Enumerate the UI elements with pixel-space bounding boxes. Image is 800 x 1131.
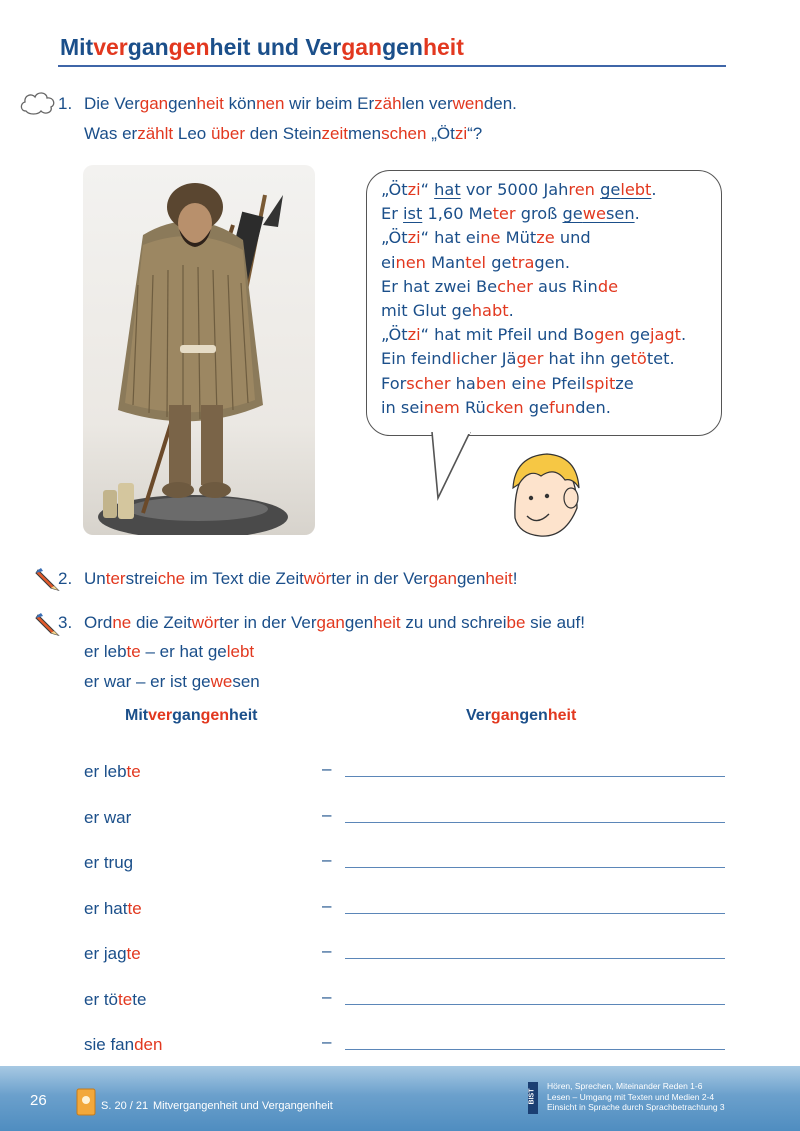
text-segment: gan [341, 34, 383, 60]
text-segment: Pfeil [546, 373, 586, 393]
bubble-line [381, 301, 686, 325]
text-segment: gan [490, 707, 520, 724]
task2-number: 2. [58, 569, 73, 588]
text-segment: te [126, 944, 141, 963]
text-segment: er trug [84, 853, 134, 872]
text-segment: wir beim Er [284, 94, 375, 113]
text-segment: gan [428, 569, 457, 588]
pencil-icon [34, 566, 60, 597]
text-segment: wör [303, 569, 332, 588]
text-segment: lebt [620, 180, 652, 199]
text-segment: heit [422, 34, 464, 60]
text-segment: ne [112, 613, 132, 632]
task2-line [84, 569, 518, 589]
text-segment: zu und schrei [400, 613, 507, 632]
bubble-text [381, 180, 686, 422]
verb-mitvergangenheit [84, 853, 133, 873]
text-segment: zi [407, 180, 421, 199]
text-segment: len ver [401, 94, 453, 113]
book-icon [76, 1088, 96, 1121]
text-segment: cher [497, 276, 533, 296]
text-segment: we [210, 672, 233, 691]
text-segment: sie fan [84, 1035, 135, 1054]
dash: – [322, 804, 332, 824]
text-segment: lebt [226, 642, 255, 661]
text-segment: “ hat mit Pfeil und Bo [420, 325, 595, 345]
column-header-vergangenheit [466, 707, 576, 725]
dash: – [322, 986, 332, 1006]
bubble-line [381, 325, 686, 349]
text-segment: groß [515, 204, 563, 224]
text-segment: te [126, 642, 141, 661]
text-segment: im Text die Zeit [185, 569, 304, 588]
standards-list [547, 1081, 725, 1113]
text-segment: de [597, 276, 619, 296]
text-segment: wör [191, 613, 220, 632]
text-segment: Ein feind [381, 349, 452, 369]
text-segment: men [348, 124, 382, 143]
text-segment: mit Glut ge [381, 300, 472, 320]
text-segment: ter [492, 204, 516, 224]
text-segment: sen [232, 672, 260, 691]
text-segment: den. [483, 94, 517, 113]
text-segment: we [582, 204, 606, 224]
text-segment: ter [105, 569, 126, 588]
page-title [60, 34, 464, 61]
text-segment: scher [406, 373, 451, 393]
text-segment: er war – er ist ge [84, 672, 211, 691]
text-segment: ter in der Ver [219, 613, 317, 632]
text-segment: ben [475, 373, 507, 393]
text-segment: ter in der Ver [331, 569, 429, 588]
standard-item: Lesen – Umgang mit Texten und Medien 2-4 [547, 1091, 715, 1102]
text-segment: Man [425, 252, 466, 272]
text-segment: gen [344, 613, 374, 632]
text-segment: gan [172, 707, 201, 724]
text-segment: „Öt [381, 180, 408, 199]
text-segment: er tö [84, 989, 119, 1009]
verb-mitvergangenheit [84, 1035, 162, 1055]
text-segment: ze [536, 228, 555, 248]
text-segment: te [118, 989, 133, 1009]
task1-line1 [84, 94, 517, 114]
leo-boy-illustration [505, 448, 585, 545]
standard-item: Einsicht in Sprache durch Sprachbetrachtung 3 [547, 1102, 725, 1112]
dash: – [322, 895, 332, 915]
text-segment: gan [316, 613, 345, 632]
text-segment: ne [480, 228, 501, 248]
text-segment: gen [200, 707, 230, 724]
text-segment: . [508, 300, 514, 320]
text-segment: fun [549, 397, 576, 417]
title-underline [58, 65, 726, 67]
text-segment: gan [139, 94, 169, 113]
text-segment: . [681, 325, 687, 345]
text-segment: hat [434, 180, 461, 199]
text-segment: . [634, 204, 640, 224]
text-segment: wen [452, 94, 484, 113]
verb-mitvergangenheit [84, 899, 142, 919]
text-segment: nen [395, 252, 426, 272]
text-segment: er jag [84, 944, 127, 963]
text-segment: Un [84, 569, 106, 588]
text-segment: ge [624, 325, 650, 345]
text-segment: gan [127, 34, 169, 60]
text-segment: Ord [84, 613, 113, 632]
text-segment: „Öt [426, 124, 455, 143]
text-segment: heit und Ver [209, 34, 342, 60]
text-segment: „Öt [381, 228, 408, 248]
text-segment: ha [450, 373, 476, 393]
text-segment: ger [516, 349, 544, 369]
text-segment: – er hat ge [140, 642, 227, 661]
bubble-line [381, 204, 686, 228]
text-segment: über [210, 124, 245, 143]
text-segment: vor 5000 Jah [460, 180, 569, 199]
text-segment: Rü [459, 397, 486, 417]
standard-item: Hören, Sprechen, Miteinander Reden 1-6 [547, 1081, 703, 1091]
text-segment: ! [512, 569, 518, 588]
text-segment: Was er [84, 124, 138, 143]
text-segment: Ver [466, 707, 491, 724]
answer-line[interactable] [345, 913, 725, 914]
task1-line2 [84, 124, 482, 144]
text-segment: Er hat zwei Be [381, 276, 498, 296]
verb-mitvergangenheit [84, 944, 141, 964]
text-segment: “ hat ei [420, 228, 481, 248]
verb-mitvergangenheit [84, 762, 141, 782]
text-segment: den Stein [244, 124, 322, 143]
text-segment: gen [519, 707, 548, 724]
text-segment: heit [547, 707, 577, 724]
text-segment: ge [486, 252, 512, 272]
text-segment: gen [168, 94, 197, 113]
text-segment: gen [456, 569, 486, 588]
bubble-line [381, 228, 686, 252]
text-segment: er war [84, 807, 132, 827]
task1-number: 1. [58, 94, 73, 113]
text-segment: er leb [84, 642, 127, 661]
text-segment: ist [403, 204, 423, 224]
text-segment: “? [467, 124, 483, 143]
text-segment: tra [511, 252, 535, 272]
text-segment: kön [223, 94, 257, 113]
task3-example2 [84, 672, 260, 692]
page-reference: S. 20 / 21 [101, 1100, 149, 1112]
dash: – [322, 1032, 332, 1051]
text-segment: die Zeit [131, 613, 192, 632]
bist-label: BIST [528, 1088, 536, 1105]
text-segment: “ [420, 180, 435, 199]
text-segment: strei [125, 569, 158, 588]
text-segment: ei [381, 252, 396, 272]
text-segment: 1,60 Me [422, 204, 493, 224]
bubble-line [381, 374, 686, 398]
answer-line[interactable] [345, 867, 725, 868]
text-segment: gen. [534, 252, 571, 272]
verb-mitvergangenheit [84, 990, 146, 1010]
text-segment: spit [585, 373, 616, 393]
text-segment: tet. [646, 349, 675, 369]
text-segment: tö [630, 349, 647, 369]
text-segment: gen [382, 34, 423, 60]
bubble-line [381, 277, 686, 301]
text-segment: gen [594, 325, 625, 345]
speech-cloud-icon [18, 89, 58, 122]
text-segment: er hat [84, 898, 128, 918]
text-segment: ze [615, 373, 634, 393]
text-segment: sie auf! [525, 613, 585, 632]
text-segment: heit [196, 94, 224, 113]
speech-bubble-tail [430, 432, 480, 502]
text-segment: ver [93, 34, 128, 60]
text-segment: heit [229, 707, 258, 724]
text-segment: heit [485, 569, 513, 588]
text-segment: ren [568, 180, 595, 199]
text-segment: zi [407, 325, 421, 345]
footer-topic: Mitvergangenheit und Vergangenheit [153, 1100, 333, 1112]
dash: – [322, 759, 332, 778]
text-segment: jagt [649, 325, 682, 345]
dash: – [322, 941, 332, 960]
text-segment: in sei [381, 397, 424, 417]
oetzi-photo [83, 165, 315, 535]
text-segment: ge [600, 180, 621, 199]
text-segment: „Öt [381, 325, 408, 345]
answer-line[interactable] [345, 1004, 725, 1005]
text-segment: te [132, 989, 147, 1009]
text-segment: te [127, 898, 142, 918]
text-segment: zi [407, 228, 421, 248]
text-segment: gen [168, 34, 210, 60]
text-segment: ge [523, 397, 550, 417]
text-segment: Er [381, 204, 404, 224]
answer-line[interactable] [345, 822, 725, 823]
text-segment: . [651, 180, 657, 199]
text-segment: For [381, 373, 407, 393]
bubble-line [381, 349, 686, 373]
text-segment: Leo [173, 124, 211, 143]
task3-example1 [84, 642, 254, 662]
text-segment: te [126, 762, 141, 781]
answer-line[interactable] [345, 958, 725, 959]
bubble-line [381, 253, 686, 277]
text-segment: habt [471, 300, 509, 320]
text-segment: Mit [125, 707, 149, 724]
text-segment: cken [485, 397, 524, 417]
text-segment: den. [575, 397, 611, 417]
text-segment: che [157, 569, 186, 588]
text-segment: ne [525, 373, 547, 393]
text-segment: nen [256, 94, 285, 113]
page-number: 26 [30, 1092, 47, 1109]
text-segment: aus Rin [532, 276, 598, 296]
text-segment: sen [605, 204, 635, 224]
text-segment: und [554, 228, 591, 248]
pencil-icon [34, 611, 60, 642]
text-segment: Müt [500, 228, 537, 248]
text-segment: ver [148, 707, 173, 724]
bubble-line [381, 180, 686, 204]
text-segment: zeit [321, 124, 349, 143]
text-segment: zählt [137, 124, 174, 143]
dash: – [322, 850, 332, 869]
text-segment: Die Ver [84, 94, 140, 113]
text-segment: den [134, 1035, 163, 1054]
text-segment: hat ihn ge [543, 349, 631, 369]
task3-instruction [84, 613, 585, 633]
task3-number: 3. [58, 613, 73, 632]
text-segment: zi [454, 124, 468, 143]
text-segment: li [451, 349, 461, 369]
text-segment: cher Jä [460, 349, 517, 369]
text-segment: nem [423, 397, 460, 417]
text-segment: Mit [60, 34, 94, 60]
text-segment: schen [381, 124, 427, 143]
answer-line[interactable] [345, 776, 725, 777]
text-segment: tel [465, 252, 487, 272]
text-segment: heit [373, 613, 401, 632]
text-segment: er leb [84, 762, 127, 781]
answer-line[interactable] [345, 1049, 725, 1050]
column-header-mitvergangenheit [125, 707, 258, 725]
verb-mitvergangenheit [84, 808, 131, 828]
text-segment: ei [506, 373, 526, 393]
text-segment: be [506, 613, 526, 632]
text-segment: zäh [374, 94, 402, 113]
text-segment: ge [562, 204, 583, 224]
bubble-line [381, 398, 686, 422]
